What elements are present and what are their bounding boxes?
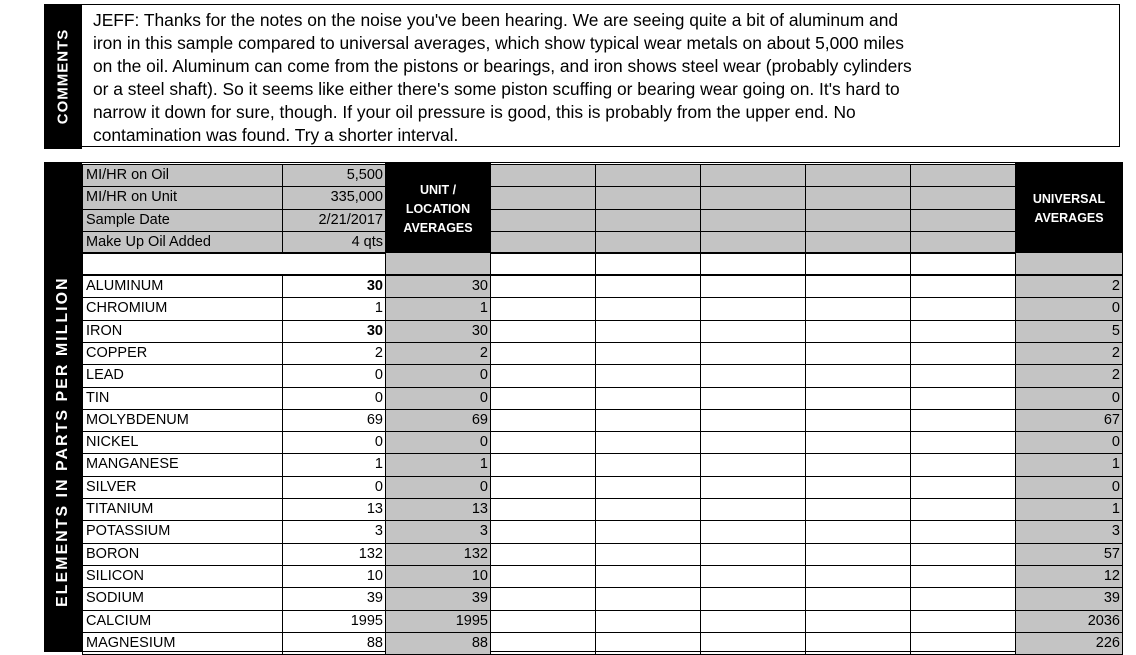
spacer-cell <box>82 252 386 275</box>
comment-line: narrow it down for sure, though. If your oil pressure is good, this is probably from the upper end. No <box>93 102 856 122</box>
history-value-cell <box>910 320 1016 343</box>
history-value-cell <box>595 431 701 454</box>
history-value-cell <box>700 476 806 499</box>
element-name: CALCIUM <box>82 610 283 633</box>
history-value-cell <box>700 409 806 432</box>
element-universal-average: 1 <box>1015 498 1123 521</box>
history-value-cell <box>910 610 1016 633</box>
history-value-cell <box>490 610 596 633</box>
element-unit-average: 30 <box>385 275 491 298</box>
element-unit-average: 0 <box>385 476 491 499</box>
history-info-cell <box>595 231 701 254</box>
element-sample-value: 88 <box>282 632 386 655</box>
history-value-cell <box>910 387 1016 410</box>
history-info-cell <box>700 186 806 210</box>
element-unit-average: 69 <box>385 409 491 432</box>
element-universal-average: 2036 <box>1015 610 1123 633</box>
history-value-cell <box>805 476 911 499</box>
history-value-cell <box>595 364 701 388</box>
element-unit-average: 10 <box>385 565 491 588</box>
element-name: MANGANESE <box>82 453 283 477</box>
history-value-cell <box>595 387 701 410</box>
history-value-cell <box>595 520 701 544</box>
element-universal-average: 39 <box>1015 587 1123 611</box>
history-value-cell <box>700 632 806 655</box>
element-sample-value: 0 <box>282 364 386 388</box>
element-universal-average: 2 <box>1015 342 1123 365</box>
history-value-cell <box>490 587 596 611</box>
history-value-cell <box>910 476 1016 499</box>
spacer-cell <box>805 252 911 275</box>
info-value: 335,000 <box>282 186 386 210</box>
history-value-cell <box>910 587 1016 611</box>
history-info-cell <box>805 231 911 254</box>
history-value-cell <box>595 587 701 611</box>
spacer-cell <box>700 252 806 275</box>
element-sample-value: 0 <box>282 387 386 410</box>
history-value-cell <box>595 565 701 588</box>
history-value-cell <box>595 409 701 432</box>
comment-line: or a steel shaft). So it seems like either there's some piston scuffing or bearing wear going on. It's hard to <box>93 79 900 99</box>
history-value-cell <box>805 520 911 544</box>
element-universal-average: 1 <box>1015 453 1123 477</box>
element-universal-average: 2 <box>1015 364 1123 388</box>
comments-heading-label: COMMENTS <box>54 28 72 125</box>
history-info-cell <box>700 164 806 187</box>
info-value: 5,500 <box>282 164 386 187</box>
history-value-cell <box>700 297 806 321</box>
history-value-cell <box>805 275 911 298</box>
history-value-cell <box>490 632 596 655</box>
element-name: BORON <box>82 543 283 566</box>
element-unit-average: 132 <box>385 543 491 566</box>
history-info-cell <box>910 186 1016 210</box>
element-universal-average: 0 <box>1015 387 1123 410</box>
history-info-cell <box>910 209 1016 232</box>
history-value-cell <box>700 387 806 410</box>
element-unit-average: 13 <box>385 498 491 521</box>
history-value-cell <box>490 275 596 298</box>
spacer-cell <box>910 252 1016 275</box>
element-universal-average: 3 <box>1015 520 1123 544</box>
history-value-cell <box>490 520 596 544</box>
element-sample-value: 0 <box>282 476 386 499</box>
history-value-cell <box>595 476 701 499</box>
history-value-cell <box>910 342 1016 365</box>
history-info-cell <box>490 186 596 210</box>
element-name: ALUMINUM <box>82 275 283 298</box>
element-name: TITANIUM <box>82 498 283 521</box>
history-value-cell <box>700 453 806 477</box>
history-value-cell <box>700 610 806 633</box>
history-value-cell <box>910 565 1016 588</box>
element-sample-value: 3 <box>282 520 386 544</box>
element-universal-average: 0 <box>1015 297 1123 321</box>
element-name: COPPER <box>82 342 283 365</box>
history-info-cell <box>490 209 596 232</box>
history-info-cell <box>490 164 596 187</box>
comment-line: contamination was found. Try a shorter interval. <box>93 125 459 145</box>
history-value-cell <box>910 632 1016 655</box>
element-sample-value: 10 <box>282 565 386 588</box>
history-value-cell <box>595 632 701 655</box>
history-value-cell <box>805 610 911 633</box>
history-value-cell <box>805 364 911 388</box>
spacer-cell <box>385 252 491 275</box>
history-value-cell <box>910 297 1016 321</box>
history-value-cell <box>910 275 1016 298</box>
universal-averages-label: UNIVERSAL AVERAGES <box>1032 192 1106 225</box>
element-sample-value: 1995 <box>282 610 386 633</box>
element-universal-average: 226 <box>1015 632 1123 655</box>
info-label: Make Up Oil Added <box>82 231 283 254</box>
history-value-cell <box>700 587 806 611</box>
element-unit-average: 1 <box>385 297 491 321</box>
universal-averages-header <box>1015 162 1123 256</box>
elements-side-label-text: ELEMENTS IN PARTS PER MILLION <box>54 276 71 607</box>
element-sample-value: 30 <box>282 275 386 298</box>
element-unit-average: 1995 <box>385 610 491 633</box>
element-unit-average: 0 <box>385 364 491 388</box>
element-sample-value: 30 <box>282 320 386 343</box>
element-sample-value: 39 <box>282 587 386 611</box>
history-value-cell <box>700 342 806 365</box>
history-value-cell <box>490 387 596 410</box>
history-value-cell <box>490 364 596 388</box>
history-value-cell <box>805 431 911 454</box>
spacer-cell <box>595 252 701 275</box>
history-value-cell <box>910 498 1016 521</box>
element-name: SILICON <box>82 565 283 588</box>
history-info-cell <box>910 231 1016 254</box>
unit-location-averages-label: UNIT / LOCATION AVERAGES <box>403 182 473 235</box>
history-value-cell <box>805 498 911 521</box>
element-name: MOLYBDENUM <box>82 409 283 432</box>
comment-line: JEFF: Thanks for the notes on the noise you've been hearing. We are seeing quite a bit of aluminum and <box>93 10 899 30</box>
history-value-cell <box>595 342 701 365</box>
history-value-cell <box>700 275 806 298</box>
history-value-cell <box>700 520 806 544</box>
unit-location-averages-header <box>385 162 491 256</box>
element-name: POTASSIUM <box>82 520 283 544</box>
history-value-cell <box>490 409 596 432</box>
history-value-cell <box>490 453 596 477</box>
element-sample-value: 13 <box>282 498 386 521</box>
history-value-cell <box>595 543 701 566</box>
element-universal-average: 12 <box>1015 565 1123 588</box>
history-info-cell <box>805 209 911 232</box>
history-value-cell <box>700 320 806 343</box>
info-value: 4 qts <box>282 231 386 254</box>
history-info-cell <box>805 186 911 210</box>
element-universal-average: 67 <box>1015 409 1123 432</box>
history-value-cell <box>805 387 911 410</box>
history-value-cell <box>595 453 701 477</box>
spacer-cell <box>1015 252 1123 275</box>
history-info-cell <box>700 209 806 232</box>
history-value-cell <box>805 587 911 611</box>
history-value-cell <box>805 409 911 432</box>
element-sample-value: 69 <box>282 409 386 432</box>
history-value-cell <box>595 610 701 633</box>
history-value-cell <box>595 275 701 298</box>
element-sample-value: 0 <box>282 431 386 454</box>
element-name: IRON <box>82 320 283 343</box>
history-value-cell <box>700 364 806 388</box>
element-name: LEAD <box>82 364 283 388</box>
history-info-cell <box>910 164 1016 187</box>
element-universal-average: 5 <box>1015 320 1123 343</box>
element-unit-average: 88 <box>385 632 491 655</box>
history-value-cell <box>595 498 701 521</box>
element-unit-average: 0 <box>385 387 491 410</box>
history-value-cell <box>910 520 1016 544</box>
element-universal-average: 57 <box>1015 543 1123 566</box>
comments-heading <box>44 4 82 149</box>
history-value-cell <box>700 543 806 566</box>
history-info-cell <box>700 231 806 254</box>
element-unit-average: 39 <box>385 587 491 611</box>
history-value-cell <box>595 320 701 343</box>
history-value-cell <box>490 320 596 343</box>
history-value-cell <box>805 632 911 655</box>
history-value-cell <box>805 543 911 566</box>
element-unit-average: 1 <box>385 453 491 477</box>
element-unit-average: 0 <box>385 431 491 454</box>
element-name: TIN <box>82 387 283 410</box>
history-value-cell <box>490 498 596 521</box>
element-universal-average: 0 <box>1015 431 1123 454</box>
history-value-cell <box>700 565 806 588</box>
history-info-cell <box>595 164 701 187</box>
history-value-cell <box>805 297 911 321</box>
element-name: NICKEL <box>82 431 283 454</box>
element-universal-average: 2 <box>1015 275 1123 298</box>
element-universal-average: 0 <box>1015 476 1123 499</box>
history-value-cell <box>490 297 596 321</box>
history-value-cell <box>490 565 596 588</box>
info-label: MI/HR on Unit <box>82 186 283 210</box>
history-info-cell <box>595 209 701 232</box>
comment-line: on the oil. Aluminum can come from the pistons or bearings, and iron shows steel wear (probably cylinders <box>93 56 912 76</box>
info-label: MI/HR on Oil <box>82 164 283 187</box>
element-sample-value: 132 <box>282 543 386 566</box>
history-info-cell <box>490 231 596 254</box>
element-name: MAGNESIUM <box>82 632 283 655</box>
element-unit-average: 30 <box>385 320 491 343</box>
element-sample-value: 1 <box>282 297 386 321</box>
element-unit-average: 3 <box>385 520 491 544</box>
element-name: SODIUM <box>82 587 283 611</box>
history-info-cell <box>805 164 911 187</box>
info-label: Sample Date <box>82 209 283 232</box>
element-sample-value: 1 <box>282 453 386 477</box>
history-value-cell <box>490 431 596 454</box>
spacer-cell <box>490 252 596 275</box>
comments-text-box <box>82 4 1120 147</box>
history-value-cell <box>805 565 911 588</box>
history-value-cell <box>910 364 1016 388</box>
history-value-cell <box>490 476 596 499</box>
history-value-cell <box>490 342 596 365</box>
history-value-cell <box>805 320 911 343</box>
history-value-cell <box>910 409 1016 432</box>
element-sample-value: 2 <box>282 342 386 365</box>
element-name: CHROMIUM <box>82 297 283 321</box>
history-value-cell <box>595 297 701 321</box>
history-value-cell <box>805 342 911 365</box>
element-name: SILVER <box>82 476 283 499</box>
history-value-cell <box>700 498 806 521</box>
element-unit-average: 2 <box>385 342 491 365</box>
history-value-cell <box>805 453 911 477</box>
history-info-cell <box>595 186 701 210</box>
comment-line: iron in this sample compared to universal averages, which show typical wear metals on about 5,000 miles <box>93 33 904 53</box>
history-value-cell <box>910 453 1016 477</box>
history-value-cell <box>910 431 1016 454</box>
info-value: 2/21/2017 <box>282 209 386 232</box>
history-value-cell <box>700 431 806 454</box>
history-value-cell <box>490 543 596 566</box>
history-value-cell <box>910 543 1016 566</box>
